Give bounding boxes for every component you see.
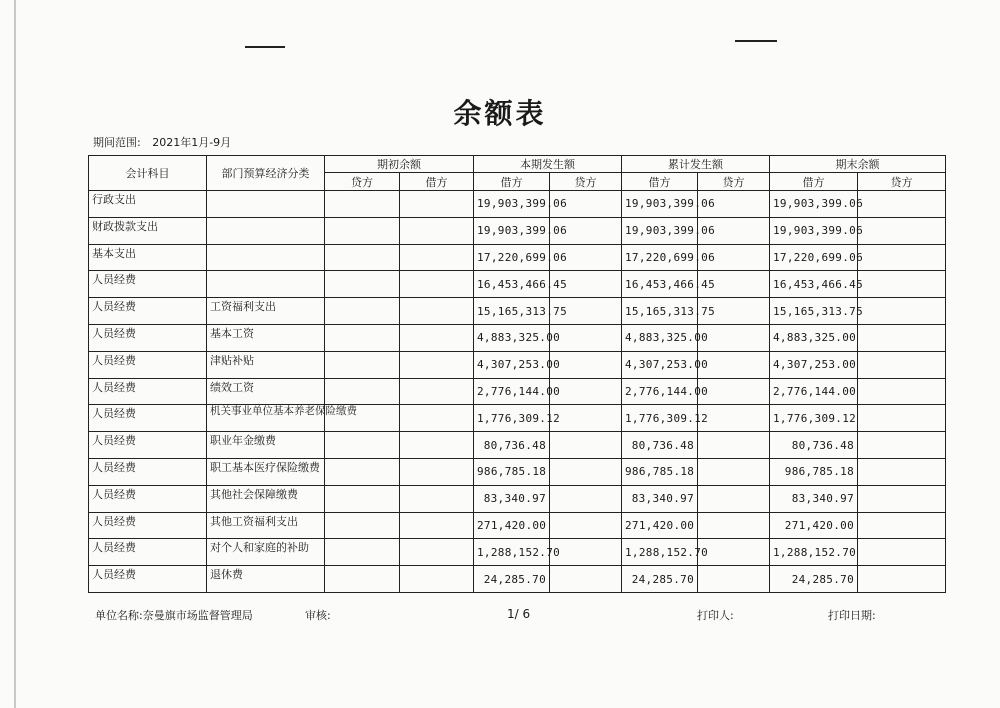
cell-current-debit: 1,288,152.70 xyxy=(474,539,550,566)
cell-current-debit: 2,776,144.00 xyxy=(474,378,550,405)
cell-current-debit: 80,736.48 xyxy=(474,432,550,459)
table-row xyxy=(89,432,946,459)
cell-closing-debit: 1,776,309.12 xyxy=(770,405,858,432)
cell-current-credit xyxy=(550,324,622,351)
cell-opening-debit xyxy=(400,566,474,593)
cell-opening-debit xyxy=(400,271,474,298)
cell-closing-credit xyxy=(858,539,946,566)
header-current: 本期发生额 xyxy=(474,156,622,173)
table-row xyxy=(89,485,946,512)
cell-cumulative-credit xyxy=(698,539,770,566)
table-row xyxy=(89,539,946,566)
cell-opening-credit xyxy=(325,512,400,539)
cell-cumulative-credit xyxy=(698,324,770,351)
cell-closing-debit: 17,220,699.06 xyxy=(770,244,858,271)
cell-current-credit xyxy=(550,378,622,405)
cell-econ xyxy=(207,271,325,298)
cell-current-credit xyxy=(550,351,622,378)
cell-subject: 人员经费 xyxy=(89,405,207,432)
cell-current-debit: 83,340.97 xyxy=(474,485,550,512)
cell-subject: 人员经费 xyxy=(89,458,207,485)
cell-current-debit: 24,285.70 xyxy=(474,566,550,593)
cell-current-debit: 19,903,399.06 xyxy=(474,217,550,244)
cell-opening-debit xyxy=(400,351,474,378)
cell-closing-debit: 4,883,325.00 xyxy=(770,324,858,351)
cell-closing-debit: 24,285.70 xyxy=(770,566,858,593)
cell-cumulative-debit: 80,736.48 xyxy=(622,432,698,459)
balance-table xyxy=(88,155,946,593)
cell-econ: 退休费 xyxy=(207,566,325,593)
cell-closing-debit: 1,288,152.70 xyxy=(770,539,858,566)
header-opening-debit: 借方 xyxy=(400,173,474,191)
cell-econ: 其他工资福利支出 xyxy=(207,512,325,539)
cell-closing-credit xyxy=(858,217,946,244)
cell-opening-credit xyxy=(325,378,400,405)
report-title: 余额表 xyxy=(453,97,547,130)
cell-opening-credit xyxy=(325,485,400,512)
footer-page: 1/ 6 xyxy=(507,607,531,621)
cell-opening-debit xyxy=(400,432,474,459)
cell-current-debit: 271,420.00 xyxy=(474,512,550,539)
cell-current-debit: 4,307,253.00 xyxy=(474,351,550,378)
cell-opening-debit xyxy=(400,405,474,432)
cell-econ: 其他社会保障缴费 xyxy=(207,485,325,512)
period-value: 2021年1月-9月 xyxy=(152,136,232,149)
table-row xyxy=(89,351,946,378)
cell-current-credit xyxy=(550,405,622,432)
header-closing-debit: 借方 xyxy=(770,173,858,191)
cell-closing-credit xyxy=(858,458,946,485)
cell-cumulative-debit: 19,903,399.06 xyxy=(622,217,698,244)
footer-unit: 单位名称:奈曼旗市场监督管理局 xyxy=(95,609,253,622)
cell-closing-debit: 19,903,399.06 xyxy=(770,191,858,218)
header-subject: 会计科目 xyxy=(89,156,207,191)
header-cumulative-debit: 借方 xyxy=(622,173,698,191)
cell-econ: 绩效工资 xyxy=(207,378,325,405)
cell-closing-debit: 83,340.97 xyxy=(770,485,858,512)
cell-cumulative-debit: 4,883,325.00 xyxy=(622,324,698,351)
scan-mark-left xyxy=(245,46,285,48)
cell-econ xyxy=(207,244,325,271)
header-closing: 期末余额 xyxy=(770,156,946,173)
cell-cumulative-debit: 16,453,466.45 xyxy=(622,271,698,298)
cell-subject: 人员经费 xyxy=(89,512,207,539)
cell-closing-credit xyxy=(858,351,946,378)
cell-cumulative-debit: 271,420.00 xyxy=(622,512,698,539)
cell-cumulative-credit xyxy=(698,566,770,593)
cell-opening-debit xyxy=(400,191,474,218)
cell-cumulative-debit: 17,220,699.06 xyxy=(622,244,698,271)
cell-closing-debit: 271,420.00 xyxy=(770,512,858,539)
cell-cumulative-credit xyxy=(698,458,770,485)
cell-opening-debit xyxy=(400,378,474,405)
scan-mark-right xyxy=(735,40,777,42)
cell-closing-credit xyxy=(858,485,946,512)
cell-current-credit xyxy=(550,432,622,459)
cell-subject: 人员经费 xyxy=(89,378,207,405)
cell-cumulative-credit xyxy=(698,512,770,539)
cell-current-credit xyxy=(550,566,622,593)
cell-current-debit: 4,883,325.00 xyxy=(474,324,550,351)
cell-closing-credit xyxy=(858,432,946,459)
cell-econ: 职工基本医疗保险缴费 xyxy=(207,458,325,485)
footer-print-date: 打印日期: xyxy=(828,609,876,622)
table-row xyxy=(89,566,946,593)
cell-closing-credit xyxy=(858,191,946,218)
header-opening-credit: 贷方 xyxy=(325,173,400,191)
cell-opening-credit xyxy=(325,432,400,459)
cell-cumulative-debit: 19,903,399.06 xyxy=(622,191,698,218)
cell-cumulative-debit: 4,307,253.00 xyxy=(622,351,698,378)
cell-econ: 机关事业单位基本养老保险缴费 xyxy=(207,405,325,432)
cell-opening-debit xyxy=(400,217,474,244)
cell-opening-debit xyxy=(400,458,474,485)
cell-cumulative-debit: 2,776,144.00 xyxy=(622,378,698,405)
footer-review: 审核: xyxy=(305,609,331,622)
table-row xyxy=(89,324,946,351)
footer-printer: 打印人: xyxy=(697,609,734,622)
cell-current-credit xyxy=(550,485,622,512)
table-row xyxy=(89,298,946,325)
cell-subject: 人员经费 xyxy=(89,432,207,459)
cell-current-debit: 16,453,466.45 xyxy=(474,271,550,298)
cell-opening-credit xyxy=(325,191,400,218)
cell-subject: 人员经费 xyxy=(89,485,207,512)
cell-closing-debit: 2,776,144.00 xyxy=(770,378,858,405)
cell-econ: 对个人和家庭的补助 xyxy=(207,539,325,566)
header-closing-credit: 贷方 xyxy=(858,173,946,191)
cell-opening-credit xyxy=(325,298,400,325)
cell-current-debit: 17,220,699.06 xyxy=(474,244,550,271)
cell-current-debit: 1,776,309.12 xyxy=(474,405,550,432)
cell-opening-credit xyxy=(325,271,400,298)
cell-subject: 人员经费 xyxy=(89,324,207,351)
cell-subject: 行政支出 xyxy=(89,191,207,218)
cell-econ xyxy=(207,217,325,244)
header-cumulative: 累计发生额 xyxy=(622,156,770,173)
cell-current-debit: 19,903,399.06 xyxy=(474,191,550,218)
cell-cumulative-debit: 986,785.18 xyxy=(622,458,698,485)
cell-current-debit: 986,785.18 xyxy=(474,458,550,485)
table-row xyxy=(89,271,946,298)
header-opening: 期初余额 xyxy=(325,156,474,173)
cell-cumulative-credit xyxy=(698,378,770,405)
cell-closing-credit xyxy=(858,512,946,539)
header-econ-class: 部门预算经济分类 xyxy=(207,156,325,191)
cell-opening-credit xyxy=(325,217,400,244)
cell-cumulative-debit: 24,285.70 xyxy=(622,566,698,593)
cell-current-credit xyxy=(550,512,622,539)
table-row xyxy=(89,244,946,271)
cell-closing-debit: 16,453,466.45 xyxy=(770,271,858,298)
table-row xyxy=(89,512,946,539)
cell-cumulative-debit: 1,776,309.12 xyxy=(622,405,698,432)
cell-opening-debit xyxy=(400,512,474,539)
cell-closing-credit xyxy=(858,271,946,298)
cell-opening-credit xyxy=(325,351,400,378)
cell-econ: 津贴补贴 xyxy=(207,351,325,378)
table-row xyxy=(89,191,946,218)
table-row xyxy=(89,378,946,405)
cell-opening-credit xyxy=(325,566,400,593)
cell-closing-debit: 80,736.48 xyxy=(770,432,858,459)
period-label: 期间范围: xyxy=(93,136,141,149)
cell-subject: 人员经费 xyxy=(89,566,207,593)
cell-closing-credit xyxy=(858,324,946,351)
cell-opening-debit xyxy=(400,244,474,271)
cell-current-debit: 15,165,313.75 xyxy=(474,298,550,325)
header-cumulative-credit: 贷方 xyxy=(698,173,770,191)
cell-cumulative-debit: 83,340.97 xyxy=(622,485,698,512)
cell-opening-debit xyxy=(400,539,474,566)
cell-cumulative-credit xyxy=(698,405,770,432)
cell-opening-credit xyxy=(325,244,400,271)
cell-econ xyxy=(207,191,325,218)
table-row xyxy=(89,405,946,432)
cell-closing-credit xyxy=(858,298,946,325)
cell-subject: 人员经费 xyxy=(89,539,207,566)
cell-cumulative-credit xyxy=(698,432,770,459)
table-row xyxy=(89,217,946,244)
header-current-credit: 贷方 xyxy=(550,173,622,191)
cell-subject: 人员经费 xyxy=(89,271,207,298)
cell-cumulative-debit: 15,165,313.75 xyxy=(622,298,698,325)
cell-closing-debit: 986,785.18 xyxy=(770,458,858,485)
cell-econ: 职业年金缴费 xyxy=(207,432,325,459)
cell-opening-debit xyxy=(400,485,474,512)
period-range xyxy=(93,134,231,150)
cell-subject: 人员经费 xyxy=(89,298,207,325)
cell-opening-credit xyxy=(325,458,400,485)
cell-subject: 基本支出 xyxy=(89,244,207,271)
cell-econ: 基本工资 xyxy=(207,324,325,351)
table-row xyxy=(89,458,946,485)
cell-opening-credit xyxy=(325,539,400,566)
cell-cumulative-debit: 1,288,152.70 xyxy=(622,539,698,566)
cell-subject: 人员经费 xyxy=(89,351,207,378)
cell-closing-credit xyxy=(858,378,946,405)
cell-cumulative-credit xyxy=(698,485,770,512)
cell-subject: 财政拨款支出 xyxy=(89,217,207,244)
cell-cumulative-credit xyxy=(698,351,770,378)
cell-econ: 工资福利支出 xyxy=(207,298,325,325)
cell-opening-credit xyxy=(325,324,400,351)
cell-closing-credit xyxy=(858,566,946,593)
cell-closing-credit xyxy=(858,405,946,432)
header-current-debit: 借方 xyxy=(474,173,550,191)
cell-closing-debit: 4,307,253.00 xyxy=(770,351,858,378)
cell-current-credit xyxy=(550,458,622,485)
cell-opening-debit xyxy=(400,324,474,351)
cell-closing-credit xyxy=(858,244,946,271)
cell-closing-debit: 15,165,313.75 xyxy=(770,298,858,325)
cell-opening-debit xyxy=(400,298,474,325)
cell-closing-debit: 19,903,399.06 xyxy=(770,217,858,244)
cell-current-credit xyxy=(550,539,622,566)
